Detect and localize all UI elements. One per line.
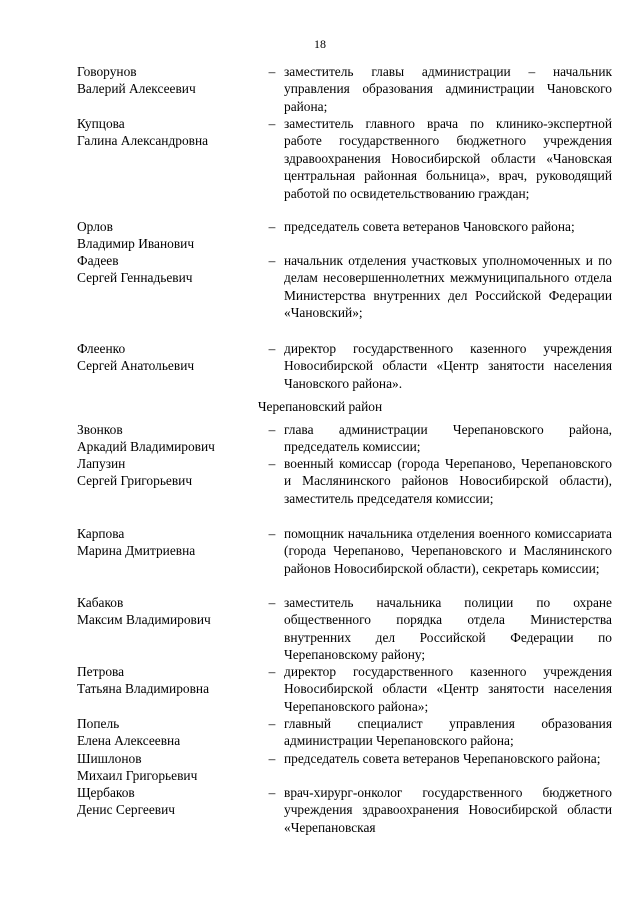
given-name: Галина Александровна: [77, 133, 209, 149]
given-name: Сергей Анатольевич: [77, 358, 195, 374]
surname: Петрова: [77, 664, 125, 679]
surname: Орлов: [77, 219, 113, 234]
given-name: Владимир Иванович: [77, 236, 195, 252]
dash: –: [268, 785, 276, 800]
surname: Лапузин: [77, 456, 126, 471]
dash: –: [268, 64, 276, 79]
surname: Звонков: [77, 422, 123, 437]
person-name: [77, 63, 262, 98]
surname: Шишлонов: [77, 751, 142, 766]
given-name: Сергей Геннадьевич: [77, 270, 193, 286]
surname: Кабаков: [77, 595, 124, 610]
role-text: помощник начальника отделения военного комиссариата (города Черепаново, Черепановского и Маслянинского районов Новосибирской области), секретарь комиссии;: [284, 526, 612, 576]
dash: –: [268, 456, 276, 471]
person-name: [77, 594, 262, 629]
person-name: [77, 715, 262, 750]
given-name: Татьяна Владимировна: [77, 681, 210, 697]
given-name: Аркадий Владимирович: [77, 439, 215, 455]
role-text: директор государственного казенного учреждения Новосибирской области «Центр занятости населения Чановского района».: [284, 341, 612, 391]
surname: Флеенко: [77, 341, 126, 356]
role-text: заместитель начальника полиции по охране общественного порядка отдела Министерства внутренних дел Российской Федерации по Черепановскому району;: [284, 595, 612, 663]
dash: –: [268, 219, 276, 234]
surname: Карпова: [77, 526, 125, 541]
dash: –: [268, 422, 276, 437]
surname: Щербаков: [77, 785, 135, 800]
given-name: Марина Дмитриевна: [77, 543, 196, 559]
page-number: 18: [314, 37, 326, 51]
person-name: [77, 218, 262, 253]
person-name: [77, 750, 262, 785]
dash: –: [268, 595, 276, 610]
given-name: Сергей Григорьевич: [77, 473, 193, 489]
given-name: Елена Алексеевна: [77, 733, 181, 749]
dash: –: [268, 116, 276, 131]
surname: Фадеев: [77, 253, 119, 268]
role-text: главный специалист управления образования администрации Черепановского района;: [284, 716, 612, 749]
person-name: [77, 784, 262, 819]
role-text: начальник отделения участковых уполномоченных и по делам несовершеннолетних межмуниципального отдела Министерства внутренних дел Российской Федерации «Чановский»;: [284, 253, 612, 321]
person-name: [77, 252, 262, 287]
role-text: врач-хирург-онколог государственного бюджетного учреждения здравоохранения Новосибирской области «Черепановская: [284, 785, 612, 835]
surname: Попель: [77, 716, 120, 731]
role-text: заместитель главы администрации – начальник управления образования администрации Чановского района;: [284, 64, 612, 114]
given-name: Валерий Алексеевич: [77, 81, 196, 97]
dash: –: [268, 253, 276, 268]
person-name: [77, 340, 262, 375]
role-text: военный комиссар (города Черепаново, Черепановского и Маслянинского районов Новосибирской области), заместитель председателя комиссии;: [284, 456, 612, 506]
person-name: [77, 663, 262, 698]
person-name: [77, 525, 262, 560]
role-text: председатель совета ветеранов Черепановского района;: [284, 751, 601, 766]
person-name: [77, 455, 262, 490]
role-text: глава администрации Черепановского района, председатель комиссии;: [284, 422, 612, 455]
section-heading: Черепановский район: [257, 399, 383, 414]
role-text: заместитель главного врача по клинико-экспертной работе государственного бюджетного учреждения здравоохранения Новосибирской области «Чановская центральная районная больница», врач, руководящий работой по освидетельствованию граждан;: [284, 116, 612, 201]
dash: –: [268, 526, 276, 541]
given-name: Михаил Григорьевич: [77, 768, 198, 784]
dash: –: [268, 716, 276, 731]
given-name: Денис Сергеевич: [77, 802, 176, 818]
role-text: директор государственного казенного учреждения Новосибирской области «Центр занятости населения Черепановского района»;: [284, 664, 612, 714]
role-text: председатель совета ветеранов Чановского района;: [284, 219, 575, 234]
person-name: [77, 115, 262, 150]
dash: –: [268, 751, 276, 766]
dash: –: [268, 664, 276, 679]
given-name: Максим Владимирович: [77, 612, 211, 628]
person-name: [77, 421, 262, 456]
surname: Говорунов: [77, 64, 137, 79]
surname: Купцова: [77, 116, 125, 131]
dash: –: [268, 341, 276, 356]
